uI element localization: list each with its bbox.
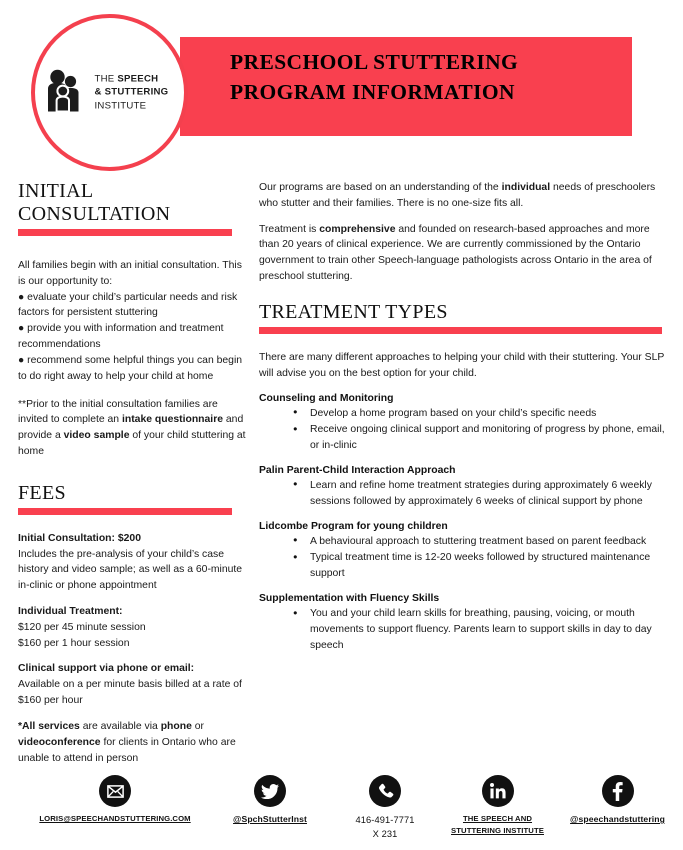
fees-footnote (18, 719, 246, 766)
fee-label-initial-consultation: Initial Consultation: $200 (18, 532, 141, 544)
fee-label-individual-treatment: Individual Treatment: (18, 606, 123, 617)
footnote-prefix: *All services (18, 720, 80, 732)
list-item: ● A behavioural approach to stuttering treatment based on parent feedback (293, 534, 665, 550)
contact-footer (0, 770, 683, 850)
programs-intro (259, 180, 665, 285)
page-title (230, 48, 630, 107)
logo-line-3: INSTITUTE (94, 100, 147, 112)
section-rule-initial-consultation (18, 229, 232, 236)
document-header (0, 0, 683, 180)
treatment-group-bullets (293, 478, 665, 510)
fees-body (18, 531, 246, 767)
programs-intro-paragraph-1 (259, 180, 665, 212)
programs-intro-paragraph-2 (259, 222, 665, 285)
section-heading-initial-consultation: INITIAL CONSULTATION (18, 180, 171, 225)
note-suffix: of your child stuttering at home (18, 430, 246, 457)
treatment-group-title: Palin Parent-Child Interaction Approach (259, 464, 456, 476)
family-silhouette-logo-icon (46, 68, 88, 117)
logo-circle (31, 14, 188, 171)
page-title-line-2: PROGRAM INFORMATION (230, 79, 515, 104)
right-column (259, 180, 665, 654)
initial-consultation-intro: All families begin with an initial consultation. This is our opportunity to: (18, 260, 242, 287)
note-middle: and provide a (18, 414, 244, 442)
contact-email-label[interactable]: LORIS@SPEECHANDSTUTTERING.COM (39, 814, 191, 823)
logo-line-1-plain: THE (94, 73, 118, 85)
fee-detail-clinical-support: Available on a per minute basis billed at a rate of $160 per hour (18, 679, 242, 707)
contact-phone-extension: X 231 (372, 829, 398, 840)
treatment-group-palin-parent-child-interaction (259, 465, 665, 510)
treatment-group-bullets (293, 606, 665, 653)
treatment-group-bullets (293, 534, 665, 582)
phone-handset-icon (369, 775, 401, 807)
initial-consultation-bullets (18, 290, 246, 385)
contact-email[interactable] (20, 775, 210, 825)
treatment-group-supplementation-fluency-skills (259, 593, 665, 653)
envelope-icon (99, 775, 131, 807)
list-item: ● evaluate your child’s particular needs and risk factors for persistent stuttering (18, 291, 238, 319)
note-bold-intake: intake questionnaire (121, 414, 224, 426)
logo-wordmark (95, 72, 169, 113)
treatment-group-title: Supplementation with Fluency Skills (259, 593, 440, 604)
treatment-group-counseling-and-monitoring (259, 393, 665, 454)
contact-twitter-handle[interactable]: @SpchStutterInst (233, 814, 307, 824)
facebook-f-icon (602, 775, 634, 807)
treatment-group-lidcombe-program (259, 521, 665, 582)
footnote-suffix: for clients in Ontario who are unable to attend in person (18, 736, 236, 764)
footnote-bold-videoconference: videoconference (18, 736, 101, 748)
fee-item-individual-treatment (18, 604, 246, 651)
list-item: ● Learn and refine home treatment strategies during approximately 6 weekly sessions followed by approximately 6 weeks of clinical support by phone (293, 478, 665, 510)
fee-rate-1-hour: $160 per 1 hour session (18, 637, 130, 649)
section-rule-fees (18, 508, 232, 515)
intro-1-post: needs of preschoolers who stutter and their families. There is no one-size fits all. (259, 182, 656, 209)
fee-detail-initial-consultation: Includes the pre-analysis of your child’s case history and video sample; as well as a 60-minute in-clinic or phone appointment (18, 548, 243, 592)
fee-label-clinical-support: Clinical support via phone or email: (18, 663, 195, 675)
section-heading-fees: FEES (18, 481, 66, 504)
list-item: ● You and your child learn skills for breathing, pausing, voicing, or mouth movements to support fluency. Parents learn to support skills in day to day speech (293, 606, 665, 653)
intro-1-bold-individual: individual (501, 182, 551, 193)
intro-2-bold-comprehensive: comprehensive (319, 223, 396, 235)
intro-2-pre: Treatment is (259, 223, 320, 235)
section-rule-treatment-types (259, 327, 662, 334)
fee-rate-45-min: $120 per 45 minute session (18, 621, 146, 633)
fee-item-initial-consultation (18, 531, 246, 594)
footnote-mid-2: or (191, 720, 204, 732)
note-prefix: **Prior to the initial consultation families are invited to complete an (18, 398, 218, 426)
list-item: ● provide you with information and treatment recommendations (18, 323, 224, 351)
contact-facebook-handle[interactable]: @speechandstuttering (570, 814, 665, 824)
fee-item-clinical-support (18, 661, 246, 708)
twitter-bird-icon (254, 775, 286, 807)
list-item: ● Develop a home program based on your child’s specific needs (293, 406, 665, 422)
logo-line-2: & STUTTERING (94, 86, 169, 98)
left-column (18, 180, 246, 766)
footnote-bold-phone: phone (160, 720, 192, 732)
treatment-group-title: Counseling and Monitoring (259, 392, 394, 404)
footnote-mid-1: are available via (79, 720, 161, 732)
logo-line-1-bold: SPEECH (117, 73, 159, 85)
contact-linkedin-line-1: THE SPEECH AND (462, 814, 533, 823)
treatment-group-title: Lidcombe Program for young children (259, 520, 448, 532)
initial-consultation-body (18, 258, 246, 460)
contact-phone-number-line-1: 416-491-7771 (355, 815, 415, 825)
note-bold-video: video sample (63, 430, 130, 442)
page-title-line-1: PRESCHOOL STUTTERING (230, 50, 519, 74)
list-item: ● Receive ongoing clinical support and monitoring of progress by phone, email, or in-clinic (293, 422, 665, 454)
content-columns (0, 180, 683, 770)
initial-consultation-note (18, 397, 246, 460)
treatment-types-intro: There are many different approaches to helping your child with their stuttering. Your SLP will advise you on the best option for your child. (259, 351, 665, 379)
linkedin-in-icon (482, 775, 514, 807)
contact-facebook[interactable] (545, 775, 683, 826)
treatment-group-bullets (293, 406, 665, 454)
list-item: ● Typical treatment time is 12-20 weeks followed by structured maintenance support (293, 550, 665, 582)
section-heading-treatment-types: TREATMENT TYPES (259, 300, 448, 323)
intro-2-post: and founded on research-based approaches and more than 20 years of clinical experience. We are currently commissioned by the Ontario government to train other Speech-language pathologists across Ontario in the area of preschool stuttering. (259, 223, 652, 283)
contact-linkedin-line-2: STUTTERING INSTITUTE (451, 825, 544, 835)
intro-1-pre: Our programs are based on an understanding of the (259, 182, 502, 193)
list-item: ● recommend some helpful things you can begin to do right away to help your child at home (18, 354, 243, 382)
